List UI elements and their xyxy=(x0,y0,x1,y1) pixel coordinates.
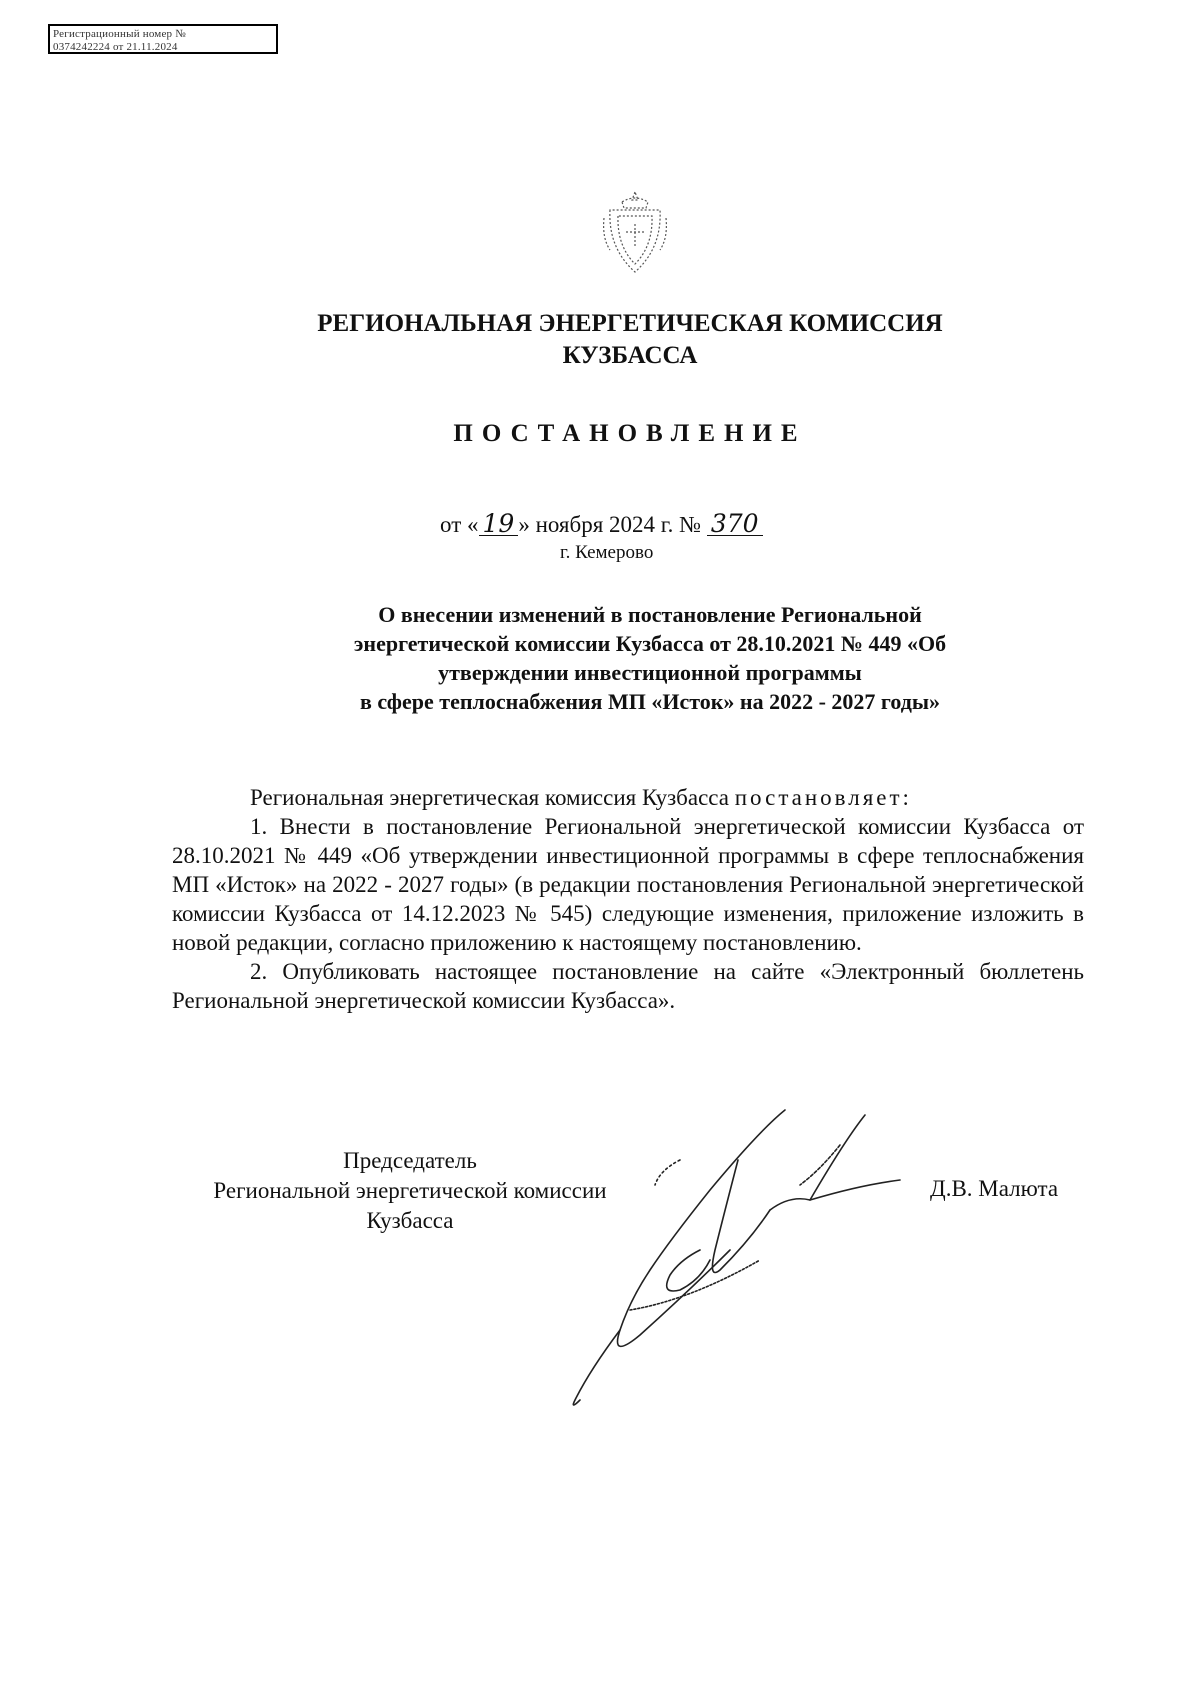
handwritten-day: 19 xyxy=(479,513,519,536)
handwritten-number: 370 xyxy=(707,513,763,536)
signatory-name: Д.В. Малюта xyxy=(930,1176,1059,1201)
subject-line-4: в сфере теплоснабжения МП «Исток» на 2022 - 2027 годы» xyxy=(359,689,941,714)
document-type: ПОСТАНОВЛЕНИЕ xyxy=(453,420,807,447)
handwritten-signature xyxy=(560,1100,950,1420)
coat-of-arms-emblem xyxy=(600,188,670,278)
item-2: 2. Опубликовать настоящее постановление на сайте «Электронный бюллетень Региональной энергетической комиссии Кузбасса». xyxy=(172,959,1084,1013)
date-line xyxy=(440,509,763,538)
organization-name xyxy=(200,308,1060,372)
item-1: 1. Внести в постановление Региональной энергетической комиссии Кузбасса от 28.10.2021 № 449 «Об утверждении инвестиционной программы в сфере теплоснабжения МП «Исток» на 2022 - 2027 годы» (в редакции постановления Региональной энергетической комиссии Кузбасса от 14.12.2023 № 545) следующие изменения, приложение изложить в новой редакции, согласно приложению к настоящему постановлению. xyxy=(172,814,1084,955)
subject-line-2: энергетической комиссии Кузбасса от 28.10.2021 № 449 «Об xyxy=(353,631,947,656)
subject-line-1: О внесении изменений в постановление Региональной xyxy=(378,602,922,627)
document-body xyxy=(172,783,1084,1015)
registration-line-2: 0374242224 от 21.11.2024 xyxy=(53,41,178,53)
registration-stamp xyxy=(48,24,278,54)
subject-line-3: утверждении инвестиционной программы xyxy=(438,660,862,685)
date-middle: » ноября 2024 г. № xyxy=(518,512,702,537)
signatory-title-line-2: Региональной энергетической комиссии xyxy=(213,1178,607,1203)
document-subject xyxy=(220,600,1080,716)
city: г. Кемерово xyxy=(560,542,654,563)
intro-text: Региональная энергетическая комиссия Кузбасса xyxy=(250,785,729,810)
organization-line-2: КУЗБАССА xyxy=(562,342,698,369)
organization-line-1: РЕГИОНАЛЬНАЯ ЭНЕРГЕТИЧЕСКАЯ КОМИССИЯ xyxy=(317,310,943,337)
intro-verb: постановляет: xyxy=(734,785,912,810)
signatory-title-line-3: Кузбасса xyxy=(366,1208,454,1233)
signatory-title-line-1: Председатель xyxy=(343,1148,477,1173)
date-prefix: от « xyxy=(440,512,479,537)
registration-line-1: Регистрационный номер № xyxy=(53,28,186,40)
intro-paragraph xyxy=(172,783,1084,812)
